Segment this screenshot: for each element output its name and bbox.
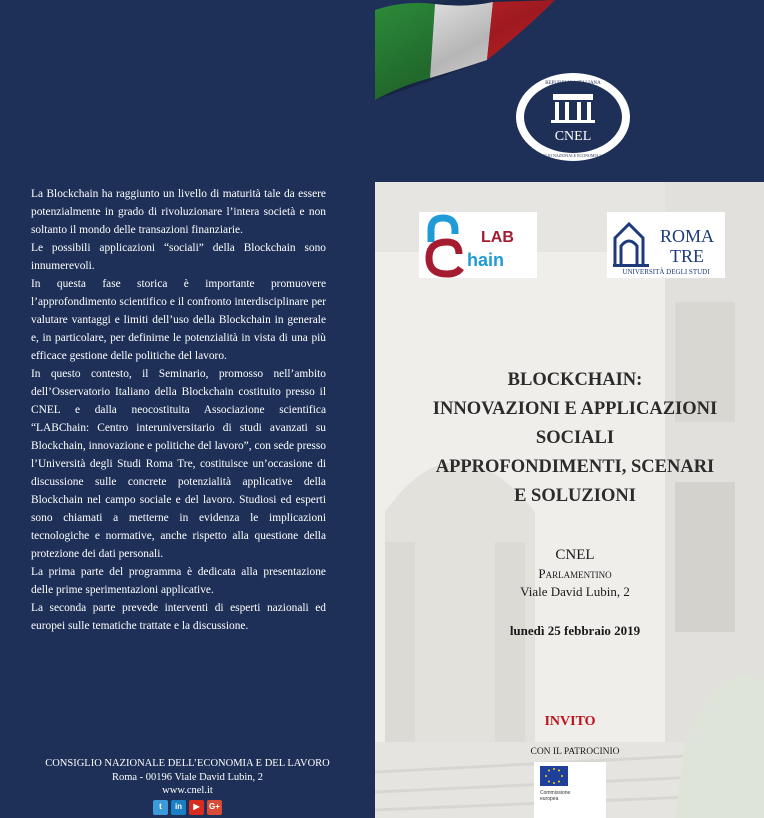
paragraph: In questo contesto, il Seminario, promosso nell’ambito dell’Osservatorio Italiano della Blockchain costituito presso il CNEL e dalla neocostituita Associazione scientifica “LABChain: Centro interuniversitario di studi avanzati su Blockchain, innovazione e politiche del lavoro”, con sede presso l’Università degli Studi Roma Tre, costituisce un’occasione di discussione sulle concrete potenzialità applicative della Blockchain nel campo sociale e del lavoro. Studiosi ed esperti sono chiamati a metterne in evidenza le implicazioni tecnologiche e normative, anche rispetto alla questione della protezione dei dati personali. [31, 368, 326, 560]
seal-top-text: REPUBBLICA ITALIANA [545, 81, 601, 86]
eu-line2: europea [540, 796, 559, 802]
footer-address: Roma - 00196 Viale David Lubin, 2 [111, 771, 264, 783]
title-line: BLOCKCHAIN: [507, 370, 643, 390]
header-band [375, 0, 764, 182]
labchain-lab-text: LAB [481, 229, 514, 246]
venue-room: Parlamentino [538, 566, 612, 581]
left-panel [0, 0, 375, 818]
venue-address: Viale David Lubin, 2 [520, 584, 630, 599]
paragraph: La seconda parte prevede interventi di esperti nazionali ed europei sulle tematiche trattate e la discussione. [31, 602, 326, 632]
seal-bottom-text: CONSIGLIO NAZIONALE ECONOMIA LAVORO [530, 153, 616, 158]
roma-tre-logo [607, 212, 725, 278]
labchain-chain-text: hain [467, 250, 505, 270]
description-text [31, 185, 326, 635]
paragraph: Le possibili applicazioni “sociali” della Blockchain sono innumerevoli. [31, 242, 326, 272]
seal-name: CNEL [554, 129, 592, 144]
footer-website[interactable]: www.cnel.it [162, 785, 213, 796]
title-line: APPROFONDIMENTI, SCENARI [435, 457, 715, 477]
title-line: SOCIALI [535, 428, 615, 448]
roma-text: ROMA [659, 226, 715, 246]
google-plus-icon[interactable]: G+ [207, 800, 222, 815]
paragraph: In questa fase storica è importante promuovere l’approfondimento scientifico e il confronto interdisciplinare per valutare vantaggi e limiti dell’uso della Blockchain in generale e, in particolare, per definirne le potenzialità in vista di una più efficace gestione delle politiche del lavoro. [31, 278, 326, 362]
universita-text: UNIVERSITÀ DEGLI STUDI [622, 268, 710, 276]
footer [0, 757, 375, 815]
event-title [405, 366, 745, 511]
patrocinio-label: CON IL PATROCINIO [530, 747, 620, 757]
paragraph: La Blockchain ha raggiunto un livello di maturità tale da essere potenzialmente in grado di rivoluzionare l’intera società e non soltanto il mondo delle transazioni finanziarie. [31, 188, 326, 236]
right-panel [375, 182, 764, 818]
youtube-icon[interactable]: ▶ [189, 800, 204, 815]
title-line: E SOLUZIONI [514, 486, 636, 506]
venue-block [475, 546, 675, 601]
event-date: lunedì 25 febbraio 2019 [509, 623, 641, 638]
tre-text: TRE [670, 246, 704, 266]
european-commission-logo [534, 762, 606, 818]
footer-org: CONSIGLIO NAZIONALE DELL’ECONOMIA E DEL LAVORO [45, 758, 330, 769]
twitter-icon[interactable]: t [153, 800, 168, 815]
social-links [0, 800, 375, 815]
linkedin-icon[interactable]: in [171, 800, 186, 815]
invito-heading: INVITO [544, 714, 596, 729]
cnel-seal-icon [515, 72, 631, 162]
paragraph: La prima parte del programma è dedicata alla presentazione delle prime sperimentazioni applicative. [31, 566, 326, 596]
venue-name: CNEL [555, 547, 595, 563]
title-line: INNOVAZIONI E APPLICAZIONI [432, 399, 718, 419]
labchain-logo [419, 212, 537, 278]
eu-line1: Commissione [540, 790, 571, 796]
